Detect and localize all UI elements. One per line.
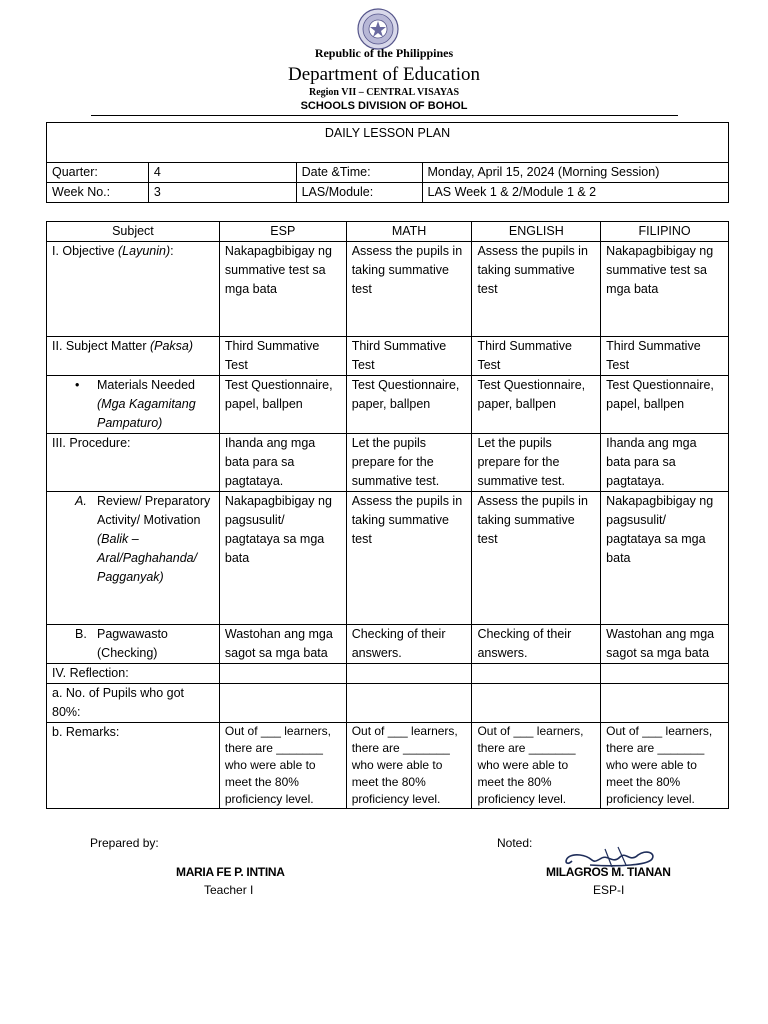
- procedure-filipino: Ihanda ang mga bata para sa pagtataya.: [601, 434, 729, 492]
- procedure-label: III. Procedure:: [47, 434, 220, 492]
- lesson-plan-table: [46, 221, 729, 809]
- materials-filipino: Test Questionnaire, papel, ballpen: [601, 376, 729, 434]
- objective-math: Assess the pupils in taking summative test: [346, 242, 472, 337]
- review-filipino: Nakapagbibigay ng pagsusulit/ pagtataya sa mga bata: [601, 492, 729, 625]
- header-filipino: FILIPINO: [601, 222, 729, 242]
- table-row: [47, 492, 729, 625]
- table-row: [47, 723, 729, 809]
- remarks-label: b. Remarks:: [47, 723, 220, 809]
- procedure-english: Let the pupils prepare for the summative test.: [472, 434, 601, 492]
- checking-label: B. Pagwawasto (Checking): [47, 625, 220, 664]
- checking-english: Checking of their answers.: [472, 625, 601, 664]
- review-math: Assess the pupils in taking summative test: [346, 492, 472, 625]
- week-label: Week No.:: [47, 183, 149, 203]
- table-header-row: [47, 222, 729, 242]
- table-row: [47, 337, 729, 376]
- week-value: 3: [148, 183, 296, 203]
- remarks-english: Out of ___ learners, there are _______ who were able to meet the 80% proficiency level.: [472, 723, 601, 809]
- lesson-info-table: [46, 122, 729, 203]
- materials-label: • Materials Needed (Mga Kagamitang Pampaturo): [47, 376, 220, 434]
- quarter-label: Quarter:: [47, 163, 149, 183]
- noted-label: Noted:: [497, 836, 533, 850]
- date-value: Monday, April 15, 2024 (Morning Session): [422, 163, 728, 183]
- materials-esp: Test Questionnaire, papel, ballpen: [219, 376, 346, 434]
- review-english: Assess the pupils in taking summative test: [472, 492, 601, 625]
- quarter-value: 4: [148, 163, 296, 183]
- materials-english: Test Questionnaire, paper, ballpen: [472, 376, 601, 434]
- header-esp: ESP: [219, 222, 346, 242]
- pupils-80-label: a. No. of Pupils who got 80%:: [47, 684, 220, 723]
- remarks-esp: Out of ___ learners, there are _______ who were able to meet the 80% proficiency level.: [219, 723, 346, 809]
- remarks-math: Out of ___ learners, there are _______ who were able to meet the 80% proficiency level.: [346, 723, 472, 809]
- table-row: [47, 242, 729, 337]
- procedure-math: Let the pupils prepare for the summative test.: [346, 434, 472, 492]
- header-subject: Subject: [47, 222, 220, 242]
- prepared-by-name: MARIA FE P. INTINA: [176, 865, 285, 879]
- las-value: LAS Week 1 & 2/Module 1 & 2: [422, 183, 728, 203]
- bullet-icon: •: [75, 378, 80, 392]
- plan-title: DAILY LESSON PLAN: [47, 123, 729, 163]
- header-divider: [91, 115, 678, 116]
- review-esp: Nakapagbibigay ng pagsusulit/ pagtataya sa mga bata: [219, 492, 346, 625]
- subject-matter-esp: Third Summative Test: [219, 337, 346, 376]
- objective-english: Assess the pupils in taking summative test: [472, 242, 601, 337]
- checking-filipino: Wastohan ang mga sagot sa mga bata: [601, 625, 729, 664]
- materials-math: Test Questionnaire, paper, ballpen: [346, 376, 472, 434]
- date-label: Date &Time:: [296, 163, 422, 183]
- table-row: [47, 664, 729, 684]
- objective-label: I. Objective (Layunin):: [47, 242, 220, 337]
- checking-math: Checking of their answers.: [346, 625, 472, 664]
- reflection-label: IV. Reflection:: [47, 664, 220, 684]
- procedure-esp: Ihanda ang mga bata para sa pagtataya.: [219, 434, 346, 492]
- prepared-by-label: Prepared by:: [90, 836, 159, 850]
- las-label: LAS/Module:: [296, 183, 422, 203]
- table-row: [47, 625, 729, 664]
- subject-matter-math: Third Summative Test: [346, 337, 472, 376]
- noted-by-name: MILAGROS M. TIANAN: [546, 865, 671, 879]
- review-label: A. Review/ Preparatory Activity/ Motivation (Balik – Aral/Paghahanda/ Pagganyak): [47, 492, 220, 625]
- prepared-by-title: Teacher I: [204, 883, 254, 897]
- region-label: Region VII – CENTRAL VISAYAS: [308, 87, 460, 98]
- checking-esp: Wastohan ang mga sagot sa mga bata: [219, 625, 346, 664]
- noted-by-title: ESP-I: [593, 883, 625, 897]
- republic-label: Republic of the Philippines: [314, 46, 454, 60]
- subject-matter-english: Third Summative Test: [472, 337, 601, 376]
- deped-seal-icon: [357, 8, 399, 50]
- table-row: [47, 684, 729, 723]
- objective-filipino: Nakapagbibigay ng summative test sa mga bata: [601, 242, 729, 337]
- table-row: [47, 376, 729, 434]
- table-row: [47, 434, 729, 492]
- subject-matter-filipino: Third Summative Test: [601, 337, 729, 376]
- remarks-filipino: Out of ___ learners, there are _______ who were able to meet the 80% proficiency level.: [601, 723, 729, 809]
- department-title: Department of Education: [287, 64, 481, 85]
- header-english: ENGLISH: [472, 222, 601, 242]
- header-math: MATH: [346, 222, 472, 242]
- objective-esp: Nakapagbibigay ng summative test sa mga bata: [219, 242, 346, 337]
- subject-matter-label: II. Subject Matter (Paksa): [47, 337, 220, 376]
- division-label: SCHOOLS DIVISION OF BOHOL: [300, 100, 468, 112]
